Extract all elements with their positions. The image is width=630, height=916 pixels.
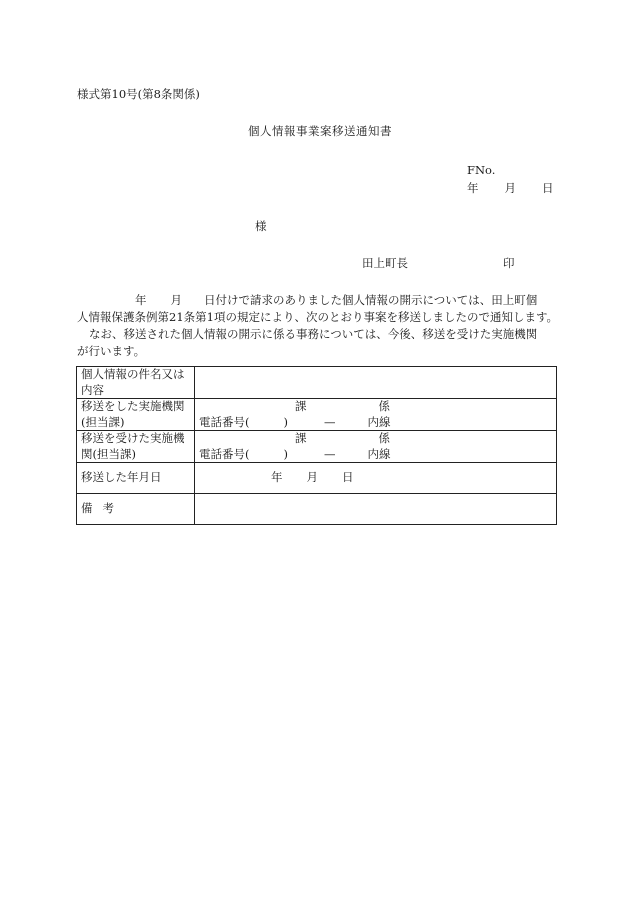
item-label-line-1: 個人情報の件名又は — [81, 367, 185, 381]
to-agency-value-cell[interactable] — [195, 431, 557, 463]
to-phone-close: ) — [283, 446, 288, 461]
from-agency-label-line-2: (担当課) — [81, 414, 125, 429]
reference-number-label: FNo. — [467, 163, 496, 177]
from-phone-line — [199, 415, 552, 431]
table-row — [77, 367, 557, 399]
from-phone-label: 電話番号( — [199, 414, 250, 429]
transfer-date-day: 日 — [342, 470, 354, 485]
from-section-suffix: 係 — [378, 399, 390, 413]
to-phone-extension: 内線 — [367, 446, 391, 461]
sender-name: 田上町長 — [362, 256, 408, 270]
to-agency-label-line-2: 関(担当課) — [81, 446, 136, 461]
body-line-2: 人情報保護条例第21条第1項の規定により、次のとおり事案を移送しましたので通知します。 — [77, 310, 559, 324]
from-agency-value-cell[interactable] — [195, 399, 557, 431]
to-phone-label: 電話番号( — [199, 446, 250, 461]
body-line-1 — [77, 292, 557, 309]
to-agency-label-cell — [77, 431, 195, 463]
body-line-4: が行います。 — [77, 344, 146, 358]
transfer-date-label-cell: 移送した年月日 — [77, 463, 195, 494]
from-dept-suffix: 課 — [295, 399, 307, 413]
body-line-1-text: 日付けで請求のありました個人情報の開示については、田上町個 — [204, 293, 538, 307]
issue-date — [467, 180, 554, 196]
recipient-honorific: 様 — [255, 219, 267, 233]
note-label: 備考 — [81, 501, 124, 516]
transfer-date-value-cell[interactable] — [195, 463, 557, 494]
table-row — [77, 431, 557, 463]
body-date-month: 月 — [170, 293, 182, 307]
form-number: 様式第10号(第8条関係) — [77, 87, 200, 101]
to-section-suffix: 係 — [378, 431, 390, 445]
from-agency-label-cell — [77, 399, 195, 431]
issue-date-month: 月 — [504, 181, 516, 195]
issue-date-day: 日 — [542, 181, 554, 195]
from-phone-dash: — — [324, 414, 336, 429]
table-row — [77, 494, 557, 525]
document-title: 個人情報事業案移送通知書 — [248, 124, 392, 138]
table-row — [77, 463, 557, 494]
note-label-cell — [77, 494, 195, 525]
to-phone-dash: — — [324, 446, 336, 461]
to-agency-label-line-1: 移送を受けた実施機 — [81, 431, 185, 445]
transfer-details-table — [76, 366, 557, 525]
from-agency-label-line-1: 移送をした実施機関 — [81, 399, 185, 413]
seal-mark: 印 — [503, 256, 515, 270]
from-dept-line — [199, 399, 552, 415]
issue-date-year: 年 — [467, 181, 479, 195]
transfer-date-month: 月 — [306, 470, 318, 485]
transfer-date-year: 年 — [271, 470, 283, 485]
item-value-cell[interactable] — [195, 367, 557, 399]
from-phone-close: ) — [283, 414, 288, 429]
item-label-cell — [77, 367, 195, 399]
to-dept-line — [199, 431, 552, 447]
table-row — [77, 399, 557, 431]
to-phone-line — [199, 447, 552, 463]
item-label-line-2: 内容 — [81, 382, 104, 397]
from-phone-extension: 内線 — [367, 414, 391, 429]
body-date-year: 年 — [135, 293, 147, 307]
notice-body — [77, 292, 557, 360]
to-dept-suffix: 課 — [295, 431, 307, 445]
body-line-3: なお、移送された個人情報の開示に係る事務については、今後、移送を受けた実施機関 — [89, 327, 538, 341]
note-value-cell[interactable] — [195, 494, 557, 525]
